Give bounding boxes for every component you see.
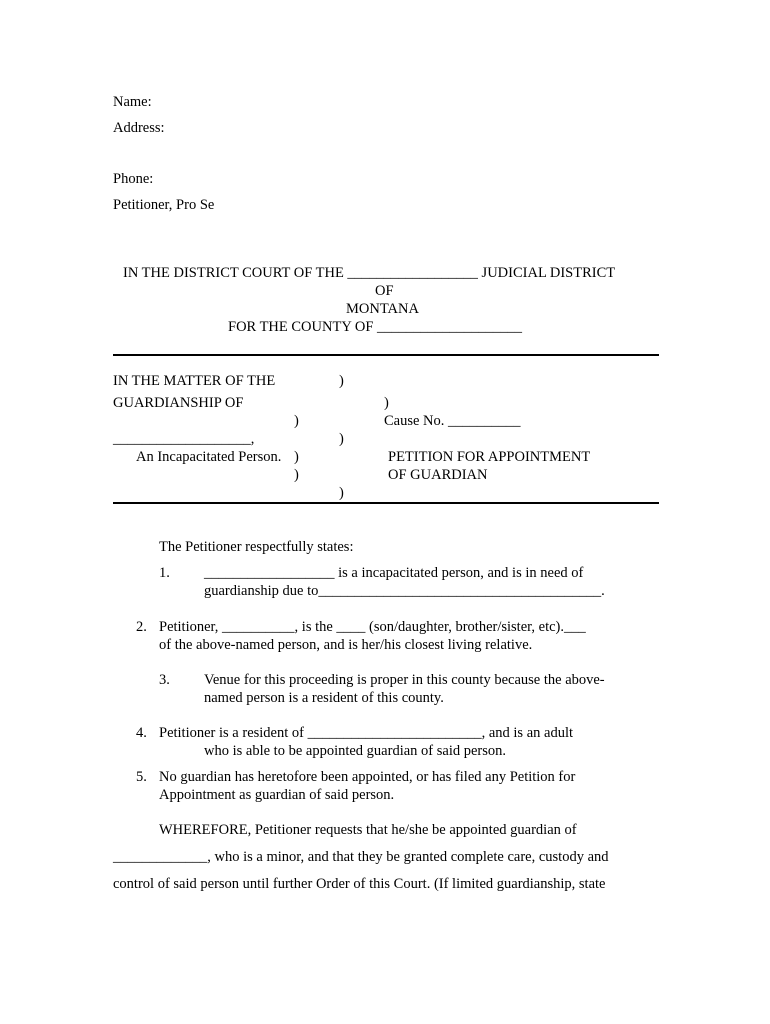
incapacitated-person-label: An Incapacitated Person. bbox=[136, 449, 282, 465]
item5-line1: No guardian has heretofore been appointed, or has filed any Petition for bbox=[159, 769, 576, 785]
petition-title-line2: OF GUARDIAN bbox=[388, 467, 488, 483]
item2-line1: Petitioner, __________, is the ____ (son/daughter, brother/sister, etc).___ bbox=[159, 619, 586, 635]
petitioner-role: Petitioner, Pro Se bbox=[113, 197, 215, 213]
address-label: Address: bbox=[113, 120, 165, 136]
wherefore-line3: control of said person until further Order of this Court. (If limited guardianship, state bbox=[113, 876, 606, 892]
item3-line2: named person is a resident of this county. bbox=[204, 690, 444, 706]
court-heading-county: FOR THE COUNTY OF ____________________ bbox=[228, 319, 523, 335]
court-heading-line1: IN THE DISTRICT COURT OF THE __________________ JUDICIAL DISTRICT bbox=[123, 265, 616, 281]
caption-paren: ) bbox=[384, 395, 389, 411]
wherefore-line2: _____________, who is a minor, and that they be granted complete care, custody and bbox=[113, 849, 609, 865]
caption-matter-line2: GUARDIANSHIP OF bbox=[113, 395, 244, 411]
caption-bottom-rule bbox=[113, 502, 659, 504]
item1-line2: guardianship due to_______________________________________. bbox=[204, 583, 605, 599]
caption-matter-line1: IN THE MATTER OF THE bbox=[113, 373, 276, 389]
caption-paren: ) bbox=[294, 413, 299, 429]
item4-number: 4. bbox=[136, 725, 147, 741]
item1-line1: __________________ is a incapacitated person, and is in need of bbox=[204, 565, 584, 581]
item2-line2: of the above-named person, and is her/his closest living relative. bbox=[159, 637, 533, 653]
caption-paren: ) bbox=[339, 373, 344, 389]
item1-number: 1. bbox=[159, 565, 170, 581]
petition-intro: The Petitioner respectfully states: bbox=[159, 539, 354, 555]
item4-line1: Petitioner is a resident of ________________________, and is an adult bbox=[159, 725, 574, 741]
item5-line2: Appointment as guardian of said person. bbox=[159, 787, 395, 803]
court-heading-of: OF bbox=[375, 283, 394, 299]
item3-line1: Venue for this proceeding is proper in this county because the above- bbox=[204, 672, 605, 688]
caption-paren: ) bbox=[339, 431, 344, 447]
petition-title-line1: PETITION FOR APPOINTMENT bbox=[388, 449, 591, 465]
item3-number: 3. bbox=[159, 672, 170, 688]
item4-line2: who is able to be appointed guardian of said person. bbox=[204, 743, 507, 759]
caption-paren: ) bbox=[294, 467, 299, 483]
phone-label: Phone: bbox=[113, 171, 154, 187]
caption-paren: ) bbox=[339, 485, 344, 501]
item2-number: 2. bbox=[136, 619, 147, 635]
name-label: Name: bbox=[113, 94, 152, 110]
item5-number: 5. bbox=[136, 769, 147, 785]
cause-number: Cause No. __________ bbox=[384, 413, 521, 429]
caption-top-rule bbox=[113, 354, 659, 356]
incapacitated-name-blank: ___________________, bbox=[113, 431, 255, 447]
court-heading-state: MONTANA bbox=[346, 301, 419, 317]
wherefore-line1: WHEREFORE, Petitioner requests that he/she be appointed guardian of bbox=[159, 822, 577, 838]
caption-paren: ) bbox=[294, 449, 299, 465]
